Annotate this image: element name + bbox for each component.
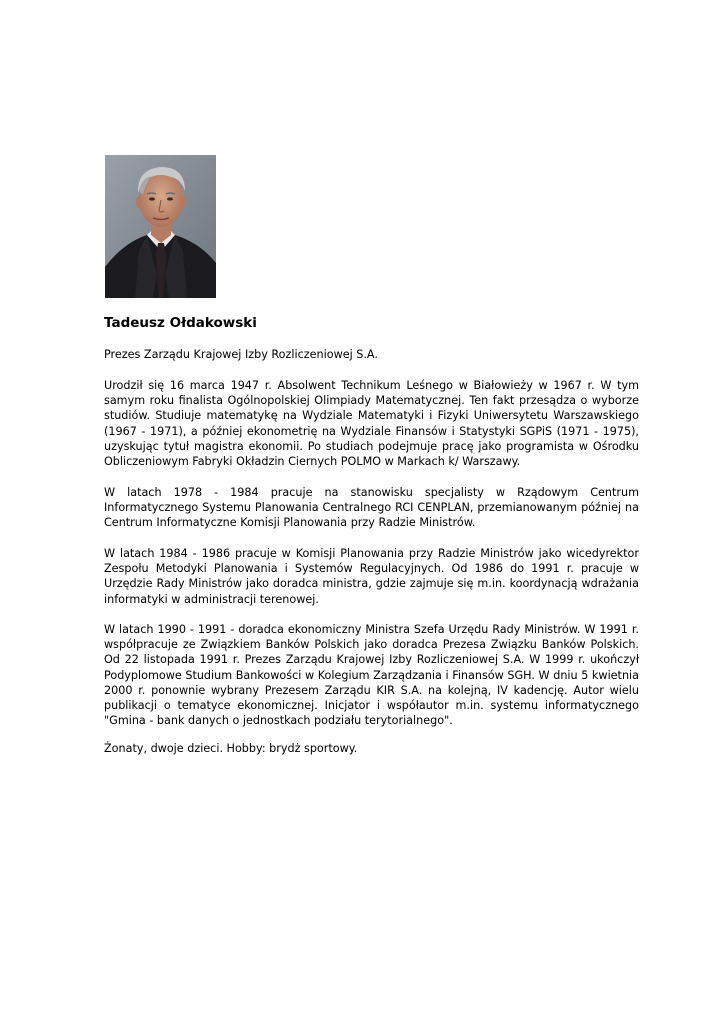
bio-paragraph-3: W latach 1984 - 1986 pracuje w Komisji Planowania przy Radzie Ministrów jako wicedyrektor Zespołu Metodyki Planowania i Systemów Regulacyjnych. Od 1986 do 1991 r. pracuje w Urzędzie Rady Ministrów jako doradca ministra, gdzie zajmuje się m.in. koordynacją wdrażania informatyki w administracji terenowej. (104, 547, 639, 606)
bio-paragraph-1: Urodził się 16 marca 1947 r. Absolwent Technikum Leśnego w Białowieży w 1967 r. W tym samym roku finalista Ogólnopolskiej Olimpiady Matematycznej. Ten fakt przesądza o wyborze studiów. Studiuje matematykę na Wydziale Matematyki i Fizyki Uniwersytetu Warszawskiego (1967 - 1971), a później ekonometrię na Wydziale Finansów i Statystyki SGPiS (1971 - 1975), uzyskując tytuł magistra ekonomii. Po studiach podejmuje pracę jako programista w Ośrodku Obliczeniowym Fabryki Okładzin Ciernych POLMO w Markach k/ Warszawy. (104, 379, 639, 469)
person-role: Prezes Zarządu Krajowej Izby Rozliczeniowej S.A. (104, 348, 378, 361)
bio-paragraph-5: Żonaty, dwoje dzieci. Hobby: brydż sportowy. (104, 742, 358, 755)
person-name: Tadeusz Ołdakowski (104, 315, 257, 331)
bio-paragraph-4: W latach 1990 - 1991 - doradca ekonomiczny Ministra Szefa Urzędu Rady Ministrów. W 1991 r. współpracuje ze Związkiem Banków Polskich jako doradca Prezesa Związku Banków Polskich. Od 22 listopada 1991 r. Prezes Zarządu Krajowej Izby Rozliczeniowej S.A. W 1999 r. ukończył Podyplomowe Studium Bankowości w Kolegium Zarządzania i Finansów SGH. W dniu 5 kwietnia 2000 r. ponownie wybrany Prezesem Zarządu KIR S.A. na kolejną, IV kadencję. Autor wielu publikacji o tematyce ekonomicznej. Inicjator i współautor m.in. systemu informatycznego "Gmina - bank danych o jednostkach podziału terytorialnego". (104, 623, 639, 728)
portrait-photo (105, 155, 216, 298)
bio-paragraph-2: W latach 1978 - 1984 pracuje na stanowisku specjalisty w Rządowym Centrum Informatycznego Systemu Planowania Centralnego RCI CENPLAN, przemianowanym później na Centrum Informatyczne Komisji Planowania przy Radzie Ministrów. (104, 486, 639, 530)
